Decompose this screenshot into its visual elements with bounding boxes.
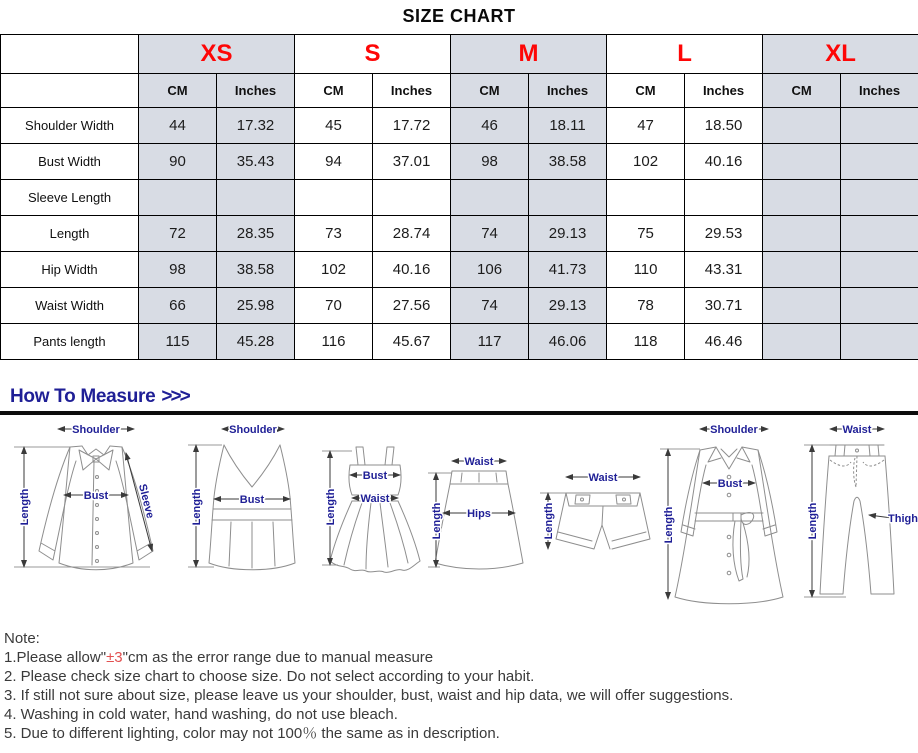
length-label: Length [807,502,819,540]
cell [217,180,295,216]
row-label: Waist Width [1,288,139,324]
size-header-m: M [451,35,607,74]
unit-header: Inches [841,74,918,108]
blouse-diagram [14,424,156,570]
shoulder-label: Shoulder [229,424,277,436]
cell [763,144,841,180]
cell: 106 [451,252,529,288]
cell: 47 [607,108,685,144]
bust-label: Bust [717,478,743,490]
length-label: Length [325,488,337,526]
length-label: Length [543,502,555,540]
length-label: Length [191,488,203,526]
cell: 46.46 [685,324,763,360]
cell: 102 [607,144,685,180]
cell: 70 [295,288,373,324]
unit-header: Inches [217,74,295,108]
cell: 25.98 [217,288,295,324]
cell: 28.35 [217,216,295,252]
cell: 98 [451,144,529,180]
cell [529,180,607,216]
unit-header: CM [139,74,217,108]
cell: 17.72 [373,108,451,144]
cell: 46.06 [529,324,607,360]
unit-header: CM [295,74,373,108]
page-title: SIZE CHART [402,6,516,26]
cell [763,108,841,144]
cell: 41.73 [529,252,607,288]
unit-header: Inches [529,74,607,108]
cell: 110 [607,252,685,288]
note-line-3: 3. If still not sure about size, please leave us your shoulder, bust, waist and hip data, we will offer suggestions. [4,687,734,704]
cell [763,180,841,216]
table-row [1,144,918,180]
sleeve-label: Sleeve [135,482,157,520]
cell [763,288,841,324]
corner-cell [1,35,139,74]
unit-header-row [1,74,918,108]
unit-header: CM [763,74,841,108]
unit-header: CM [451,74,529,108]
dress-diagram [322,447,420,572]
cell: 40.16 [685,144,763,180]
size-header-l: L [607,35,763,74]
cell: 18.50 [685,108,763,144]
size-header-xl: XL [763,35,918,74]
unit-header: CM [607,74,685,108]
cell [763,324,841,360]
cell: 46 [451,108,529,144]
cell: 75 [607,216,685,252]
cell: 117 [451,324,529,360]
table-row [1,252,918,288]
shoulder-label: Shoulder [710,424,758,436]
cell [763,216,841,252]
notes-title: Note: [4,630,40,647]
cell [373,180,451,216]
cell: 44 [139,108,217,144]
shoulder-label: Shoulder [72,424,120,436]
cell: 28.74 [373,216,451,252]
tank-top-diagram [188,424,295,570]
unit-header: Inches [685,74,763,108]
cell [841,216,918,252]
length-label: Length [663,506,675,544]
corner-cell [1,74,139,108]
size-header-xs: XS [139,35,295,74]
cell: 66 [139,288,217,324]
length-label: Length [19,488,31,526]
length-label: Length [431,502,443,540]
cell: 37.01 [373,144,451,180]
cell [763,252,841,288]
cell: 102 [295,252,373,288]
cell [841,288,918,324]
shorts-diagram [540,472,650,549]
error-range-value: ±3 [106,649,123,666]
row-label: Pants length [1,324,139,360]
thigh-label: Thigh [888,513,918,525]
bust-label: Bust [239,494,265,506]
cell [841,252,918,288]
cell: 35.43 [217,144,295,180]
waist-label: Waist [360,493,390,505]
cell [607,180,685,216]
cell: 116 [295,324,373,360]
row-label: Length [1,216,139,252]
table-row [1,180,918,216]
cell: 27.56 [373,288,451,324]
size-chart-table [0,34,918,360]
how-to-measure-heading: How To Measure [10,386,156,407]
row-label: Shoulder Width [1,108,139,144]
cell [139,180,217,216]
cell: 115 [139,324,217,360]
cell: 38.58 [217,252,295,288]
cell: 18.11 [529,108,607,144]
waist-label: Waist [588,472,618,484]
note-line-5: 5. Due to different lighting, color may not 100％ the same as in description. [4,725,500,742]
cell: 118 [607,324,685,360]
cell: 73 [295,216,373,252]
row-label: Bust Width [1,144,139,180]
cell [841,180,918,216]
row-label: Sleeve Length [1,180,139,216]
cell [841,324,918,360]
coat-diagram [660,424,783,604]
chevrons-icon: >>> [161,386,189,407]
size-header-row [1,35,918,74]
cell: 94 [295,144,373,180]
cell: 43.31 [685,252,763,288]
cell: 29.13 [529,288,607,324]
note-line-1: 1.Please allow"±3"cm as the error range due to manual measure [4,649,434,666]
note-line-4: 4. Washing in cold water, hand washing, do not use bleach. [4,706,398,723]
row-label: Hip Width [1,252,139,288]
cell: 38.58 [529,144,607,180]
waist-label: Waist [464,456,494,468]
table-row [1,324,918,360]
cell: 74 [451,216,529,252]
measurement-diagrams [0,415,918,623]
waist-label: Waist [842,424,872,436]
cell: 29.53 [685,216,763,252]
hips-label: Hips [467,508,491,520]
cell: 17.32 [217,108,295,144]
cell [685,180,763,216]
cell [841,108,918,144]
unit-header: Inches [373,74,451,108]
cell: 40.16 [373,252,451,288]
skirt-diagram [428,456,523,569]
cell: 74 [451,288,529,324]
cell: 98 [139,252,217,288]
cell [451,180,529,216]
how-to-measure-band [0,386,918,415]
table-row [1,108,918,144]
table-row [1,216,918,252]
cell: 45.67 [373,324,451,360]
cell: 90 [139,144,217,180]
bust-label: Bust [83,490,109,502]
pants-diagram [804,424,918,597]
table-row [1,288,918,324]
size-header-s: S [295,35,451,74]
cell: 29.13 [529,216,607,252]
cell: 45.28 [217,324,295,360]
cell: 30.71 [685,288,763,324]
note-line-2: 2. Please check size chart to choose size. Do not select according to your habit. [4,668,535,685]
cell: 45 [295,108,373,144]
notes-section [0,623,918,743]
cell [841,144,918,180]
cell: 78 [607,288,685,324]
bust-label: Bust [362,470,388,482]
cell [295,180,373,216]
cell: 72 [139,216,217,252]
